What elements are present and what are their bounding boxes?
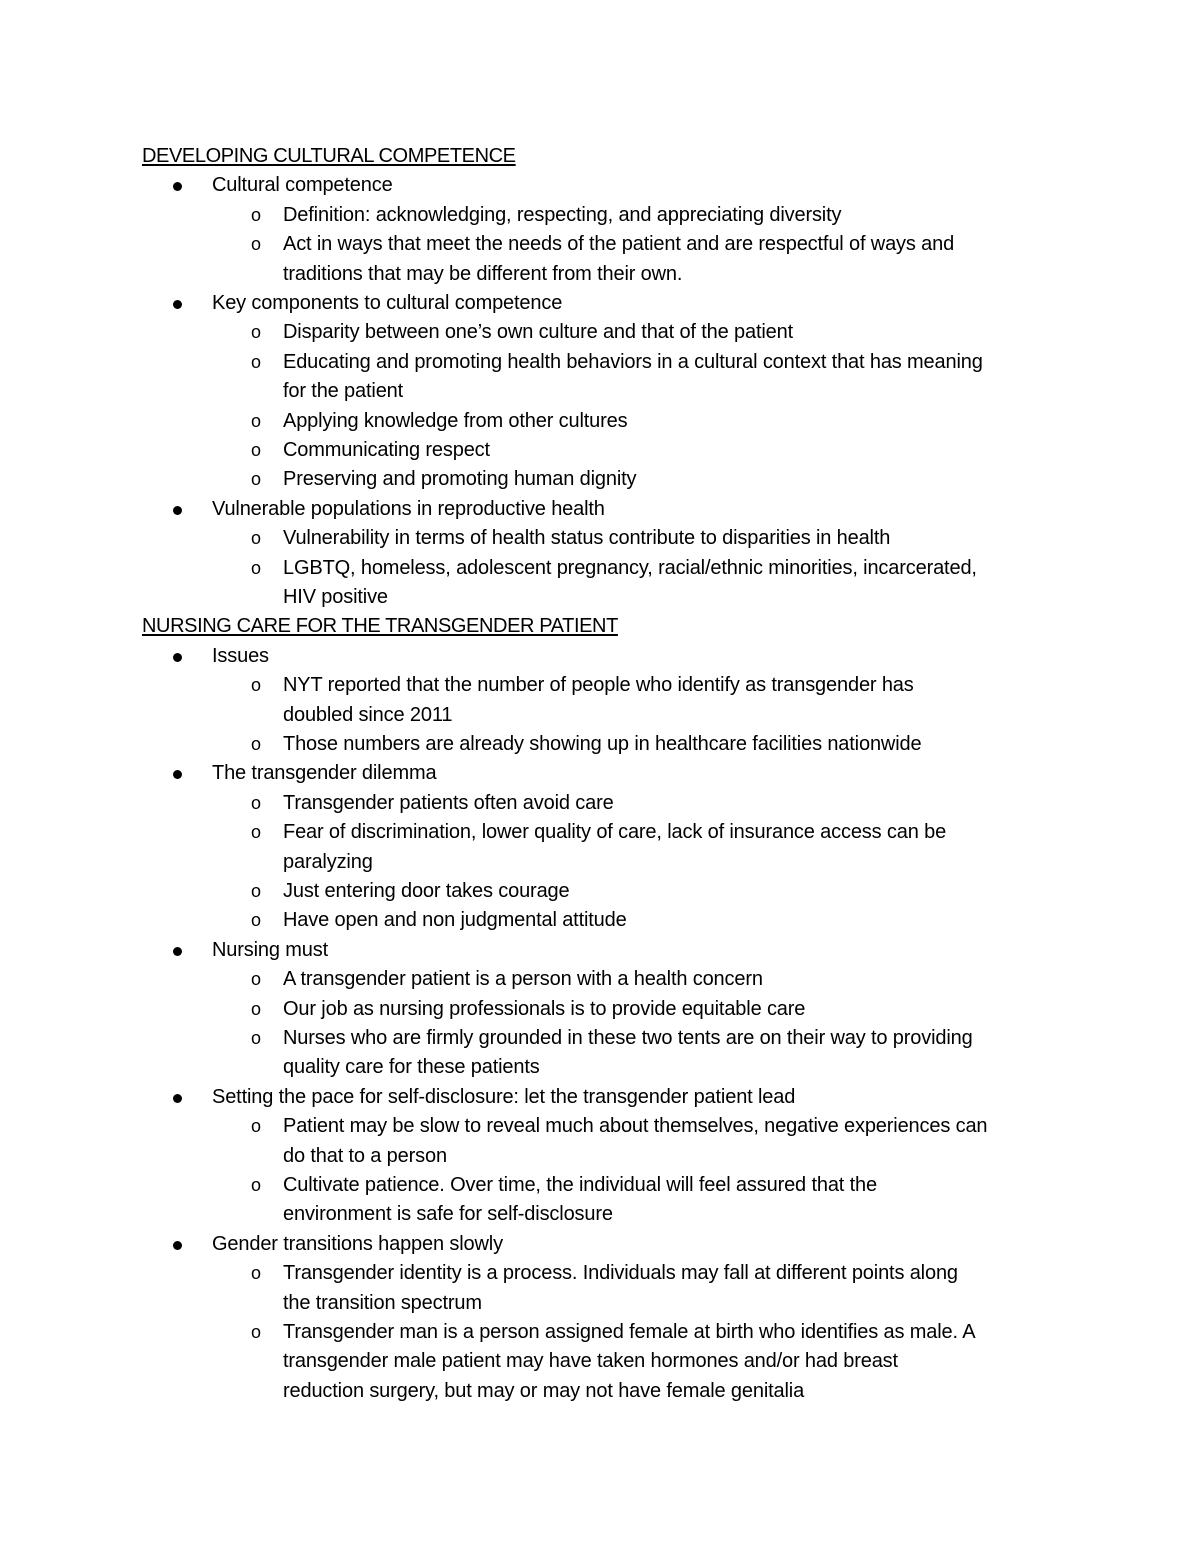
list-item: Setting the pace for self-disclosure: let the transgender patient lead	[212, 1085, 796, 1108]
circle-bullet-icon: o	[251, 792, 262, 813]
section-heading: NURSING CARE FOR THE TRANSGENDER PATIENT	[142, 615, 618, 638]
bullet-icon	[173, 1241, 182, 1250]
circle-bullet-icon: o	[251, 440, 262, 460]
sub-list-item-line: Transgender man is a person assigned female at birth who identifies as male. A	[283, 1321, 976, 1343]
sub-list-item-line: NYT reported that the number of people who identify as transgender has	[283, 674, 914, 697]
circle-bullet-icon: o	[251, 1175, 262, 1195]
list-item: Issues	[212, 644, 269, 667]
sub-list-item-line: Nurses who are firmly grounded in these two tents are on their way to providing	[283, 1027, 973, 1049]
circle-bullet-icon: o	[251, 1028, 262, 1048]
sub-list-item-line: A transgender patient is a person with a health concern	[283, 968, 763, 991]
circle-bullet-icon: o	[251, 557, 262, 578]
circle-bullet-icon: o	[251, 322, 262, 343]
circle-bullet-icon: o	[251, 234, 262, 255]
bullet-icon	[173, 506, 182, 515]
circle-bullet-icon: o	[251, 910, 262, 931]
sub-list-item-line: Cultivate patience. Over time, the individual will feel assured that the	[283, 1174, 877, 1196]
bullet-icon	[173, 1094, 182, 1103]
sub-list-item-line: Disparity between one’s own culture and that of the patient	[283, 321, 793, 344]
sub-list-item-line: Patient may be slow to reveal much about themselves, negative experiences can	[283, 1115, 988, 1138]
sub-list-item-line: Communicating respect	[283, 439, 490, 461]
bullet-icon	[173, 182, 182, 191]
bullet-icon	[173, 770, 182, 779]
sub-list-item-line: HIV positive	[283, 586, 388, 608]
list-item: Key components to cultural competence	[212, 292, 563, 314]
circle-bullet-icon: o	[251, 1263, 262, 1284]
circle-bullet-icon: o	[251, 734, 262, 754]
sub-list-item-line: Have open and non judgmental attitude	[283, 909, 627, 932]
sub-list-item-line: Fear of discrimination, lower quality of care, lack of insurance access can be	[283, 821, 947, 844]
circle-bullet-icon: o	[251, 528, 262, 549]
sub-list-item-line: Transgender patients often avoid care	[283, 791, 614, 814]
list-item: Cultural competence	[212, 174, 393, 197]
sub-list-item-line: traditions that may be different from their own.	[283, 262, 683, 285]
sub-list-item-line: Applying knowledge from other cultures	[283, 409, 628, 432]
circle-bullet-icon: o	[251, 351, 262, 372]
circle-bullet-icon: o	[251, 469, 262, 490]
circle-bullet-icon: o	[251, 675, 262, 696]
circle-bullet-icon: o	[251, 1116, 262, 1137]
sub-list-item-line: Those numbers are already showing up in healthcare facilities nationwide	[283, 733, 922, 755]
sub-list-item-line: reduction surgery, but may or may not have female genitalia	[283, 1379, 805, 1402]
bullet-icon	[173, 653, 182, 662]
list-item: Gender transitions happen slowly	[212, 1232, 503, 1255]
section-heading: DEVELOPING CULTURAL COMPETENCE	[142, 145, 516, 167]
sub-list-item-line: Act in ways that meet the needs of the patient and are respectful of ways and	[283, 233, 955, 256]
sub-list-item-line: Our job as nursing professionals is to provide equitable care	[283, 997, 806, 1020]
sub-list-item-line: do that to a person	[283, 1144, 447, 1167]
circle-bullet-icon: o	[251, 881, 262, 901]
sub-list-item-line: doubled since 2011	[283, 703, 453, 726]
bullet-icon	[173, 300, 182, 309]
sub-list-item-line: for the patient	[283, 380, 404, 403]
sub-list-item-line: Just entering door takes courage	[283, 880, 570, 902]
sub-list-item-line: paralyzing	[283, 850, 373, 873]
circle-bullet-icon: o	[251, 1322, 262, 1342]
circle-bullet-icon: o	[251, 969, 262, 990]
sub-list-item-line: Definition: acknowledging, respecting, and appreciating diversity	[283, 203, 842, 226]
sub-list-item-line: quality care for these patients	[283, 1056, 540, 1079]
sub-list-item-line: Vulnerability in terms of health status contribute to disparities in health	[283, 527, 891, 550]
list-item: Vulnerable populations in reproductive health	[212, 497, 605, 520]
sub-list-item-line: LGBTQ, homeless, adolescent pregnancy, racial/ethnic minorities, incarcerated,	[283, 556, 977, 579]
list-item: The transgender dilemma	[212, 762, 437, 785]
bullet-icon	[173, 947, 182, 956]
circle-bullet-icon: o	[251, 822, 262, 843]
sub-list-item-line: Transgender identity is a process. Individuals may fall at different points along	[283, 1262, 958, 1285]
sub-list-item-line: Educating and promoting health behaviors in a cultural context that has meaning	[283, 350, 983, 373]
list-item: Nursing must	[212, 938, 329, 961]
circle-bullet-icon: o	[251, 410, 262, 431]
circle-bullet-icon: o	[251, 204, 262, 225]
sub-list-item-line: Preserving and promoting human dignity	[283, 468, 637, 491]
circle-bullet-icon: o	[251, 998, 262, 1019]
sub-list-item-line: the transition spectrum	[283, 1291, 482, 1314]
sub-list-item-line: environment is safe for self-disclosure	[283, 1203, 613, 1226]
sub-list-item-line: transgender male patient may have taken hormones and/or had breast	[283, 1350, 898, 1373]
